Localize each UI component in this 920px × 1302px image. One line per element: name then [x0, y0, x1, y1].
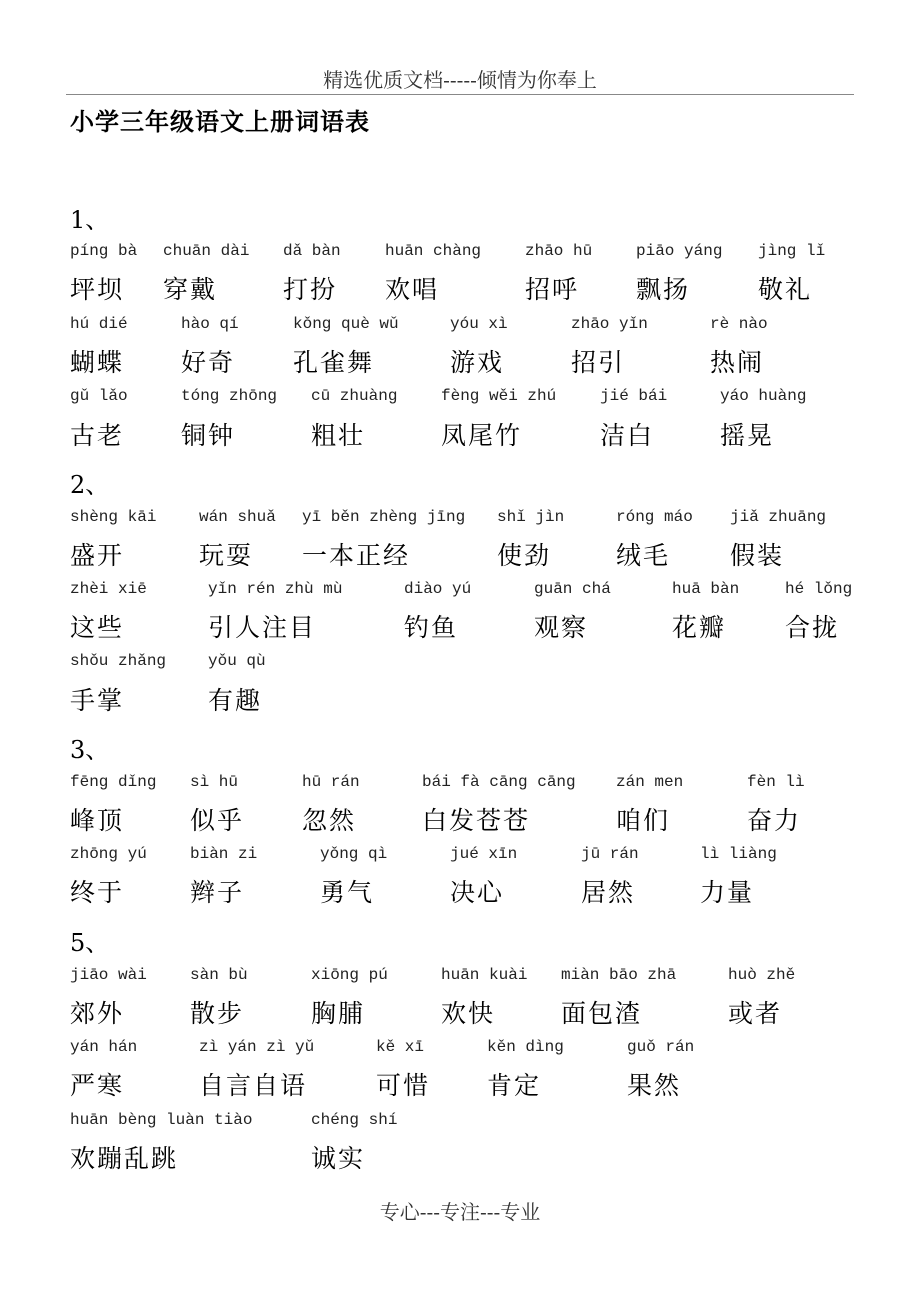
chinese-word: 凤尾竹 — [441, 421, 523, 450]
pinyin-label: chuān dài — [163, 242, 250, 260]
chinese-word: 打扮 — [283, 275, 338, 304]
pinyin-label: hū rán — [302, 773, 360, 791]
chinese-word: 似乎 — [190, 806, 245, 835]
pinyin-label: fèn lì — [747, 773, 805, 791]
pinyin-label: jìng lǐ — [758, 242, 826, 260]
pinyin-label: zhōng yú — [70, 845, 147, 863]
chinese-word: 可惜 — [376, 1071, 431, 1100]
section-number: 5、 — [70, 929, 110, 957]
pinyin-label: píng bà — [70, 242, 138, 260]
pinyin-label: huān bèng luàn tiào — [70, 1111, 253, 1129]
chinese-word: 果然 — [627, 1071, 682, 1100]
pinyin-label: fēng dǐng — [70, 773, 157, 791]
chinese-word: 观察 — [534, 613, 589, 642]
chinese-word: 决心 — [450, 878, 505, 907]
chinese-word: 郊外 — [70, 999, 125, 1028]
chinese-word: 引人注目 — [208, 613, 317, 642]
pinyin-label: shǒu zhǎng — [70, 652, 167, 670]
chinese-word: 坪坝 — [70, 275, 125, 304]
pinyin-label: yán hán — [70, 1038, 138, 1056]
header-divider — [66, 94, 854, 95]
chinese-word: 绒毛 — [616, 541, 671, 570]
chinese-word: 摇晃 — [720, 421, 775, 450]
chinese-word: 欢快 — [441, 999, 496, 1028]
chinese-word: 孔雀舞 — [293, 348, 375, 377]
chinese-word: 忽然 — [302, 806, 357, 835]
pinyin-label: bái fà cāng cāng — [422, 773, 576, 791]
pinyin-label: rè nào — [710, 315, 768, 333]
page-header: 精选优质文档-----倾情为你奉上 — [323, 68, 597, 92]
pinyin-label: piāo yáng — [636, 242, 723, 260]
pinyin-label: jué xīn — [450, 845, 518, 863]
pinyin-label: huān chàng — [385, 242, 482, 260]
pinyin-label: yáo huàng — [720, 387, 807, 405]
pinyin-label: dǎ bàn — [283, 242, 341, 260]
section-number: 1、 — [70, 206, 110, 234]
pinyin-label: yī běn zhèng jīng — [302, 508, 466, 526]
pinyin-label: kě xī — [376, 1038, 425, 1056]
chinese-word: 使劲 — [497, 541, 552, 570]
pinyin-label: yǒu qù — [208, 652, 266, 670]
chinese-word: 热闹 — [710, 348, 765, 377]
chinese-word: 肯定 — [487, 1071, 542, 1100]
pinyin-label: zhāo hū — [525, 242, 593, 260]
chinese-word: 游戏 — [450, 348, 505, 377]
chinese-word: 白发苍苍 — [422, 806, 531, 835]
pinyin-label: yóu xì — [450, 315, 508, 333]
chinese-word: 咱们 — [616, 806, 671, 835]
pinyin-label: lì liàng — [700, 845, 777, 863]
pinyin-label: hé lǒng — [785, 580, 853, 598]
chinese-word: 手掌 — [70, 686, 125, 715]
pinyin-label: zhāo yǐn — [571, 315, 648, 333]
pinyin-label: cū zhuàng — [311, 387, 398, 405]
pinyin-label: sàn bù — [190, 966, 248, 984]
pinyin-label: huò zhě — [728, 966, 796, 984]
pinyin-label: gǔ lǎo — [70, 387, 128, 405]
pinyin-label: jiāo wài — [70, 966, 147, 984]
chinese-word: 居然 — [581, 878, 636, 907]
chinese-word: 一本正经 — [302, 541, 411, 570]
pinyin-label: zán men — [616, 773, 684, 791]
pinyin-label: huān kuài — [441, 966, 528, 984]
chinese-word: 散步 — [190, 999, 245, 1028]
chinese-word: 欢蹦乱跳 — [70, 1144, 179, 1173]
pinyin-label: kǒng què wǔ — [293, 315, 399, 333]
chinese-word: 飘扬 — [636, 275, 691, 304]
pinyin-label: wán shuǎ — [199, 508, 276, 526]
pinyin-label: guǒ rán — [627, 1038, 695, 1056]
chinese-word: 力量 — [700, 878, 755, 907]
chinese-word: 诚实 — [311, 1144, 366, 1173]
chinese-word: 花瓣 — [672, 613, 727, 642]
chinese-word: 峰顶 — [70, 806, 125, 835]
pinyin-label: jiǎ zhuāng — [730, 508, 827, 526]
chinese-word: 好奇 — [181, 348, 236, 377]
chinese-word: 招呼 — [525, 275, 580, 304]
chinese-word: 终于 — [70, 878, 125, 907]
pinyin-label: yǐn rén zhù mù — [208, 580, 343, 598]
chinese-word: 勇气 — [320, 878, 375, 907]
pinyin-label: róng máo — [616, 508, 693, 526]
chinese-word: 面包渣 — [561, 999, 643, 1028]
chinese-word: 洁白 — [600, 421, 655, 450]
pinyin-label: sì hū — [190, 773, 239, 791]
pinyin-label: jié bái — [600, 387, 668, 405]
pinyin-label: guān chá — [534, 580, 611, 598]
chinese-word: 敬礼 — [758, 275, 813, 304]
chinese-word: 钓鱼 — [404, 613, 459, 642]
pinyin-label: fèng wěi zhú — [441, 387, 557, 405]
section-number: 3、 — [70, 736, 110, 764]
chinese-word: 铜钟 — [181, 421, 236, 450]
pinyin-label: hú dié — [70, 315, 128, 333]
chinese-word: 有趣 — [208, 686, 263, 715]
pinyin-label: kěn dìng — [487, 1038, 564, 1056]
pinyin-label: xiōng pú — [311, 966, 388, 984]
chinese-word: 或者 — [728, 999, 783, 1028]
pinyin-label: hào qí — [181, 315, 239, 333]
pinyin-label: huā bàn — [672, 580, 740, 598]
chinese-word: 招引 — [571, 348, 626, 377]
chinese-word: 辫子 — [190, 878, 245, 907]
pinyin-label: chéng shí — [311, 1111, 398, 1129]
pinyin-label: biàn zi — [190, 845, 258, 863]
pinyin-label: diào yú — [404, 580, 472, 598]
pinyin-label: jū rán — [581, 845, 639, 863]
chinese-word: 蝴蝶 — [70, 348, 125, 377]
chinese-word: 胸脯 — [311, 999, 366, 1028]
pinyin-label: shèng kāi — [70, 508, 157, 526]
pinyin-label: shǐ jìn — [497, 508, 565, 526]
pinyin-label: zhèi xiē — [70, 580, 147, 598]
chinese-word: 自言自语 — [199, 1071, 308, 1100]
chinese-word: 欢唱 — [385, 275, 440, 304]
chinese-word: 穿戴 — [163, 275, 218, 304]
chinese-word: 合拢 — [785, 613, 840, 642]
chinese-word: 这些 — [70, 613, 125, 642]
chinese-word: 奋力 — [747, 806, 802, 835]
page-title: 小学三年级语文上册词语表 — [70, 108, 370, 136]
chinese-word: 古老 — [70, 421, 125, 450]
chinese-word: 假装 — [730, 541, 785, 570]
chinese-word: 盛开 — [70, 541, 125, 570]
chinese-word: 粗壮 — [311, 421, 366, 450]
page-footer: 专心---专注---专业 — [379, 1200, 541, 1224]
pinyin-label: yǒng qì — [320, 845, 388, 863]
chinese-word: 玩耍 — [199, 541, 254, 570]
chinese-word: 严寒 — [70, 1071, 125, 1100]
pinyin-label: miàn bāo zhā — [561, 966, 677, 984]
pinyin-label: tóng zhōng — [181, 387, 278, 405]
section-number: 2、 — [70, 471, 110, 499]
pinyin-label: zì yán zì yǔ — [199, 1038, 315, 1056]
